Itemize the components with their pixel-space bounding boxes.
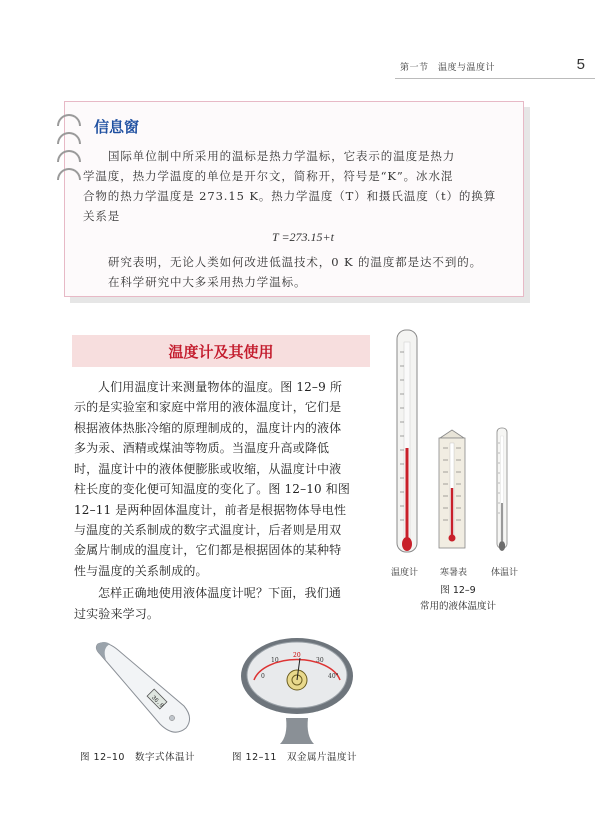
digital-display: 36.8	[149, 694, 166, 710]
info-title: 信息窗	[94, 118, 140, 136]
body-line: 与温度的关系制成的数字式温度计，后者则是用双	[74, 523, 342, 537]
label-clinical-thermometer: 体温计	[491, 568, 519, 578]
info-line: 合物的热力学温度是 273.15 K。热力学温度（T）和摄氏温度（t）的换算	[83, 189, 497, 203]
digital-thermometer-icon	[90, 640, 200, 740]
section-title: 第一节 温度与温度计	[400, 63, 496, 73]
figure-number: 图 12–9	[440, 585, 476, 596]
page-number: 5	[576, 56, 585, 73]
dial-mark: 10	[271, 657, 279, 664]
info-line: 国际单位制中所采用的温标是热力学温标，它表示的温度是热力	[108, 149, 456, 163]
body-line: 金属片制成的温度计，它们都是根据固体的某种特	[74, 543, 342, 557]
body-line: 时，温度计中的液体便膨胀或收缩，从温度计中液	[74, 462, 342, 476]
body-line: 示的是实验室和家庭中常用的液体温度计，它们是	[74, 400, 342, 414]
body-line: 性与温度的关系制成的。	[74, 564, 208, 578]
figure-caption-12-10: 图 12–10 数字式体温计	[80, 752, 195, 763]
dial-mark: 40°	[328, 673, 339, 680]
body-line: 柱长度的变化便可知温度的变化了。图 12–10 和图	[74, 482, 351, 496]
dial-mark: 0	[261, 673, 265, 680]
dial-mark: 20	[293, 652, 301, 659]
info-line: 学温度，热力学温度的单位是开尔文，简称开，符号是“K”。冰水混	[83, 169, 454, 183]
binder-rings-icon	[57, 112, 83, 186]
body-line: 12–11 是两种固体温度计，前者是根据物体导电性	[74, 503, 347, 517]
info-line: 关系是	[83, 209, 121, 223]
wall-thermometer-icon	[439, 430, 465, 548]
liquid-thermometers-figure	[388, 328, 538, 560]
body-line: 根据液体热胀冷缩的原理制成的，温度计内的液体	[74, 421, 342, 435]
body-line: 怎样正确地使用液体温度计呢？下面，我们通	[98, 586, 342, 600]
info-line: 在科学研究中大多采用热力学温标。	[108, 275, 307, 289]
header-rule	[395, 78, 595, 79]
body-line: 过实验来学习。	[74, 607, 160, 621]
label-lab-thermometer: 温度计	[391, 568, 419, 578]
bimetallic-thermometer-icon	[240, 636, 354, 746]
section-heading	[72, 335, 370, 367]
formula: T =273.15+t	[272, 230, 334, 244]
section-heading-text: 温度计及其使用	[168, 343, 274, 361]
body-line: 多为汞、酒精或煤油等物质。当温度升高或降低	[74, 441, 330, 455]
label-wall-thermometer: 寒暑表	[440, 568, 468, 578]
body-line: 人们用温度计来测量物体的温度。图 12–9 所	[98, 380, 342, 394]
dial-mark: 30	[316, 657, 324, 664]
info-line: 研究表明，无论人类如何改进低温技术，0 K 的温度都是达不到的。	[108, 255, 483, 269]
running-head	[400, 56, 585, 76]
figure-caption-12-11: 图 12–11 双金属片温度计	[232, 752, 357, 763]
lab-thermometer-icon	[397, 330, 417, 552]
figure-caption: 常用的液体温度计	[419, 601, 496, 612]
clinical-thermometer-icon	[497, 428, 507, 551]
